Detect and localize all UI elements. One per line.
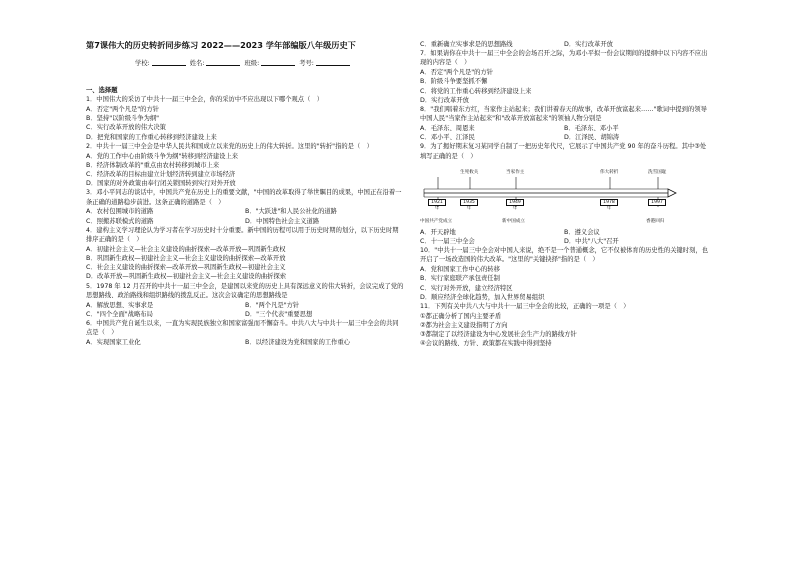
question-9: 9．为了揭好期末复习某同学自制了一把历史年代尺，它展示了中国共产党 90 年的奋斗历程。其中③处填写正确的是（ ） <box>420 143 707 160</box>
q1-option-d[interactable]: D．把党和国家的工作重心转移到经济建设上来 <box>86 133 217 141</box>
timeline-year-1949: 1949 年 <box>506 199 524 206</box>
q8-options-row-2 <box>420 133 708 142</box>
timeline-year-1997: 1997 <box>648 199 666 206</box>
question-8: 8．"我们唱着东方红，当家作主站起来；我们讲着春天的故事，改革开放富起来……"歌词中提到的领导中国人民"当家作主站起来"和"改革开放富起来"的领袖人物分别是 <box>420 106 707 123</box>
question-11: 11．下列有关中共八大与中共十一届三中全会的比较，正确的一项是（ ） <box>420 303 630 311</box>
q8-option-a[interactable]: A．毛泽东、周恩来 <box>420 125 475 133</box>
class-label: 班级: <box>244 60 260 67</box>
q6-option-a[interactable]: A．实现国家工业化 <box>86 339 141 347</box>
q6-options-row-1 <box>86 338 404 347</box>
q1-option-b[interactable]: B．坚持"以阶级斗争为纲" <box>86 115 160 123</box>
q9-options-row-1 <box>420 228 708 237</box>
q9-option-d[interactable]: D．中共"八大"召开 <box>564 238 619 246</box>
name-label: 姓名: <box>189 60 205 67</box>
timeline-top-1949: 当家作主 <box>506 169 525 175</box>
q8-options-row-1 <box>420 124 708 133</box>
school-label: 学校: <box>135 60 150 67</box>
q5-options-row-2 <box>86 310 404 319</box>
q10-option-d[interactable]: D．顺应经济全球化趋势，加入世界贸易组织 <box>420 293 545 301</box>
q3-options-row-1 <box>86 207 404 216</box>
q3-option-c[interactable]: C．照搬苏联模式的道路 <box>86 217 154 225</box>
q5-options-row-1 <box>86 301 404 310</box>
section-heading: 一、选择题 <box>86 87 118 94</box>
q3-option-b[interactable]: B．"大跃进"和人民公社化的道路 <box>245 208 337 216</box>
q5-option-b[interactable]: B．"两个凡是"方针 <box>245 301 300 309</box>
left-column <box>86 84 404 347</box>
timeline-top-1935: 生死攸关 <box>460 169 479 175</box>
question-6: 6．中国共产党自诞生以来，一直为实现民族独立和国家富强而不懈奋斗。中共八大与中共十一届三中全会的共同点是（ ） <box>86 320 399 337</box>
timeline-year-1935: 1935 年 <box>460 199 478 206</box>
history-timeline <box>420 163 708 225</box>
q3-option-a[interactable]: A．农村包围城市的道路 <box>86 208 154 216</box>
page-title: 第7课伟大的历史转折同步练习 2022——2023 学年部编版八年级历史下 <box>86 40 356 50</box>
q2-option-b[interactable]: B．经济体制改革的"重点由农村转移到城市上来 <box>86 161 220 169</box>
q9-option-b[interactable]: B．遵义会议 <box>564 228 600 236</box>
question-5: 5．1978 年 12 月召开的中共十一届三中全会，是建国以来党的历史上具有深远意义的伟大转折，会议完成了党的思想路线、政治路线和组织路线的拨乱反正。这次会议确定的思想路线是 <box>86 282 404 299</box>
timeline-year-1978: 1978 年 <box>600 199 618 206</box>
q5-option-a[interactable]: A．解放思想、实事求是 <box>86 301 154 309</box>
q10-option-b[interactable]: B．实行家庭联产承包责任制 <box>420 275 500 283</box>
right-column <box>420 40 708 349</box>
q3-options-row-2 <box>86 217 404 226</box>
timeline-bottom-party: 中国共产党成立 <box>420 218 453 224</box>
q4-option-b[interactable]: B．巩固新生政权—初建社会主义—社会主义建设的曲折探索—改革开放 <box>86 255 286 263</box>
q9-options-row-2 <box>420 237 708 246</box>
q4-option-c[interactable]: C．社会主义建设的曲折探索—改革开放—巩固新生政权—初建社会主义 <box>86 264 286 272</box>
question-10: 10．"中共十一届三中全会对中国人来说，绝不是一个普通概念，它不仅被体育的历史性的关键时刻，也开启了一场改造国的伟大改革。"这里的"关键抉择"指的是（ ） <box>420 247 708 264</box>
q5-option-d[interactable]: D．"三个代表"重要思想 <box>245 310 313 318</box>
q4-option-d[interactable]: D．改革开放—巩固新生政权—初建社会主义—社会主义建设的曲折探索 <box>86 273 287 281</box>
q7-option-b[interactable]: B．阶级斗争要坚抓不懈 <box>420 78 488 86</box>
q7-option-a[interactable]: A．否定"两个凡是"的方针 <box>420 69 494 77</box>
q11-statement-4: ④会议的路线、方针、政策都在实践中得到坚持 <box>420 340 552 348</box>
q7-option-d[interactable]: D．实行改革开放 <box>420 96 469 104</box>
q1-option-c[interactable]: C．实行改革开放的伟大决策 <box>86 124 166 132</box>
timeline-bottom-hk: 香港回归 <box>646 218 665 224</box>
q1-option-a[interactable]: A．否定"两个凡是"的方针 <box>86 106 160 113</box>
q11-statement-2: ②都为社会主义建设指明了方向 <box>420 322 508 330</box>
question-3: 3．邓小平同志的谈话中，中国共产党在历史上的重要文献，"中国的改革取得了举世瞩目的成果，中国正在沿着一条正确的道路稳步前进。这条正确的道路是（ ） <box>86 189 402 206</box>
q11-statement-3: ③都制定了以经济建设为中心发展社会生产力的路线方针 <box>420 331 577 339</box>
timeline-year-1921: 1921 年 <box>428 199 446 206</box>
timeline-arrow <box>420 163 680 225</box>
q6-option-c[interactable]: C．重新确立实事求是的思想路线 <box>420 41 513 48</box>
question-2: 2．中共十一届三中全会是中华人民共和国成立以来党的历史上的伟大转折。这里的"转折"指的是（ ） <box>86 142 373 150</box>
q8-option-c[interactable]: C．邓小平、江泽民 <box>420 134 475 142</box>
q2-option-d[interactable]: D．国家的对外政策由奉行闭关锁国转到实行对外开放 <box>86 180 236 188</box>
q9-option-c[interactable]: C．十一届三中全会 <box>420 238 475 246</box>
q6-option-b[interactable]: B．以经济建设为党和国家的工作重心 <box>245 339 351 347</box>
question-4: 4．建构主义学习理论认为学习者在学习历史时十分重要。新中国的历程可以用于历史时期的划分，以下历史时期排序正确的是（ ） <box>86 226 399 244</box>
q10-option-c[interactable]: C．实行对外开放，建立经济特区 <box>420 284 513 292</box>
q9-option-a[interactable]: A．开天辟地 <box>420 228 456 236</box>
q2-option-a[interactable]: A．党的工作中心由阶级斗争为纲"转移到经济建设上来 <box>86 152 239 160</box>
class-blank[interactable] <box>261 59 295 66</box>
q3-option-d[interactable]: D．中国特色社会主义道路 <box>245 217 320 225</box>
student-info-line <box>135 58 352 67</box>
question-7: 7．如果请你在中共十一届三中全会的会场召开之际，为邓小平拟一份会议期间的提纲中以下内容不应出现的内容是（ ） <box>420 50 708 67</box>
name-blank[interactable] <box>206 59 240 66</box>
exam-no-label: 考号: <box>299 60 314 67</box>
q6-options-row-2 <box>420 40 708 49</box>
timeline-top-1997: 洗雪国耻 <box>648 169 667 175</box>
timeline-top-1978: 伟大转折 <box>600 169 619 175</box>
q8-option-b[interactable]: B．毛泽东、邓小平 <box>564 125 619 133</box>
q11-statement-1: ①都正确分析了国内主要矛盾 <box>420 312 502 320</box>
q8-option-d[interactable]: D．江泽民、胡锦涛 <box>564 134 620 142</box>
exam-no-blank[interactable] <box>316 59 350 66</box>
q2-option-c[interactable]: C．经济改革的目标由建立计划经济转到建立市场经济 <box>86 171 236 179</box>
school-blank[interactable] <box>152 59 186 66</box>
q6-option-d[interactable]: D．实行改革开放 <box>564 41 613 48</box>
q4-option-a[interactable]: A．初建社会主义—社会主义建设的曲折探索—改革开放—巩固新生政权 <box>86 245 286 253</box>
q10-option-a[interactable]: A．党和国家工作中心的转移 <box>420 266 500 274</box>
timeline-bottom-prc: 新中国成立 <box>502 218 525 224</box>
question-1: 1．中国伟大的采访了中共十一届三中全会，你的采访中不应出现以下哪个观点（ ） <box>86 96 323 104</box>
q7-option-c[interactable]: C．将党的工作重心转移到经济建设上来 <box>420 87 532 95</box>
q5-option-c[interactable]: C．"四个全面"战略布局 <box>86 310 153 318</box>
